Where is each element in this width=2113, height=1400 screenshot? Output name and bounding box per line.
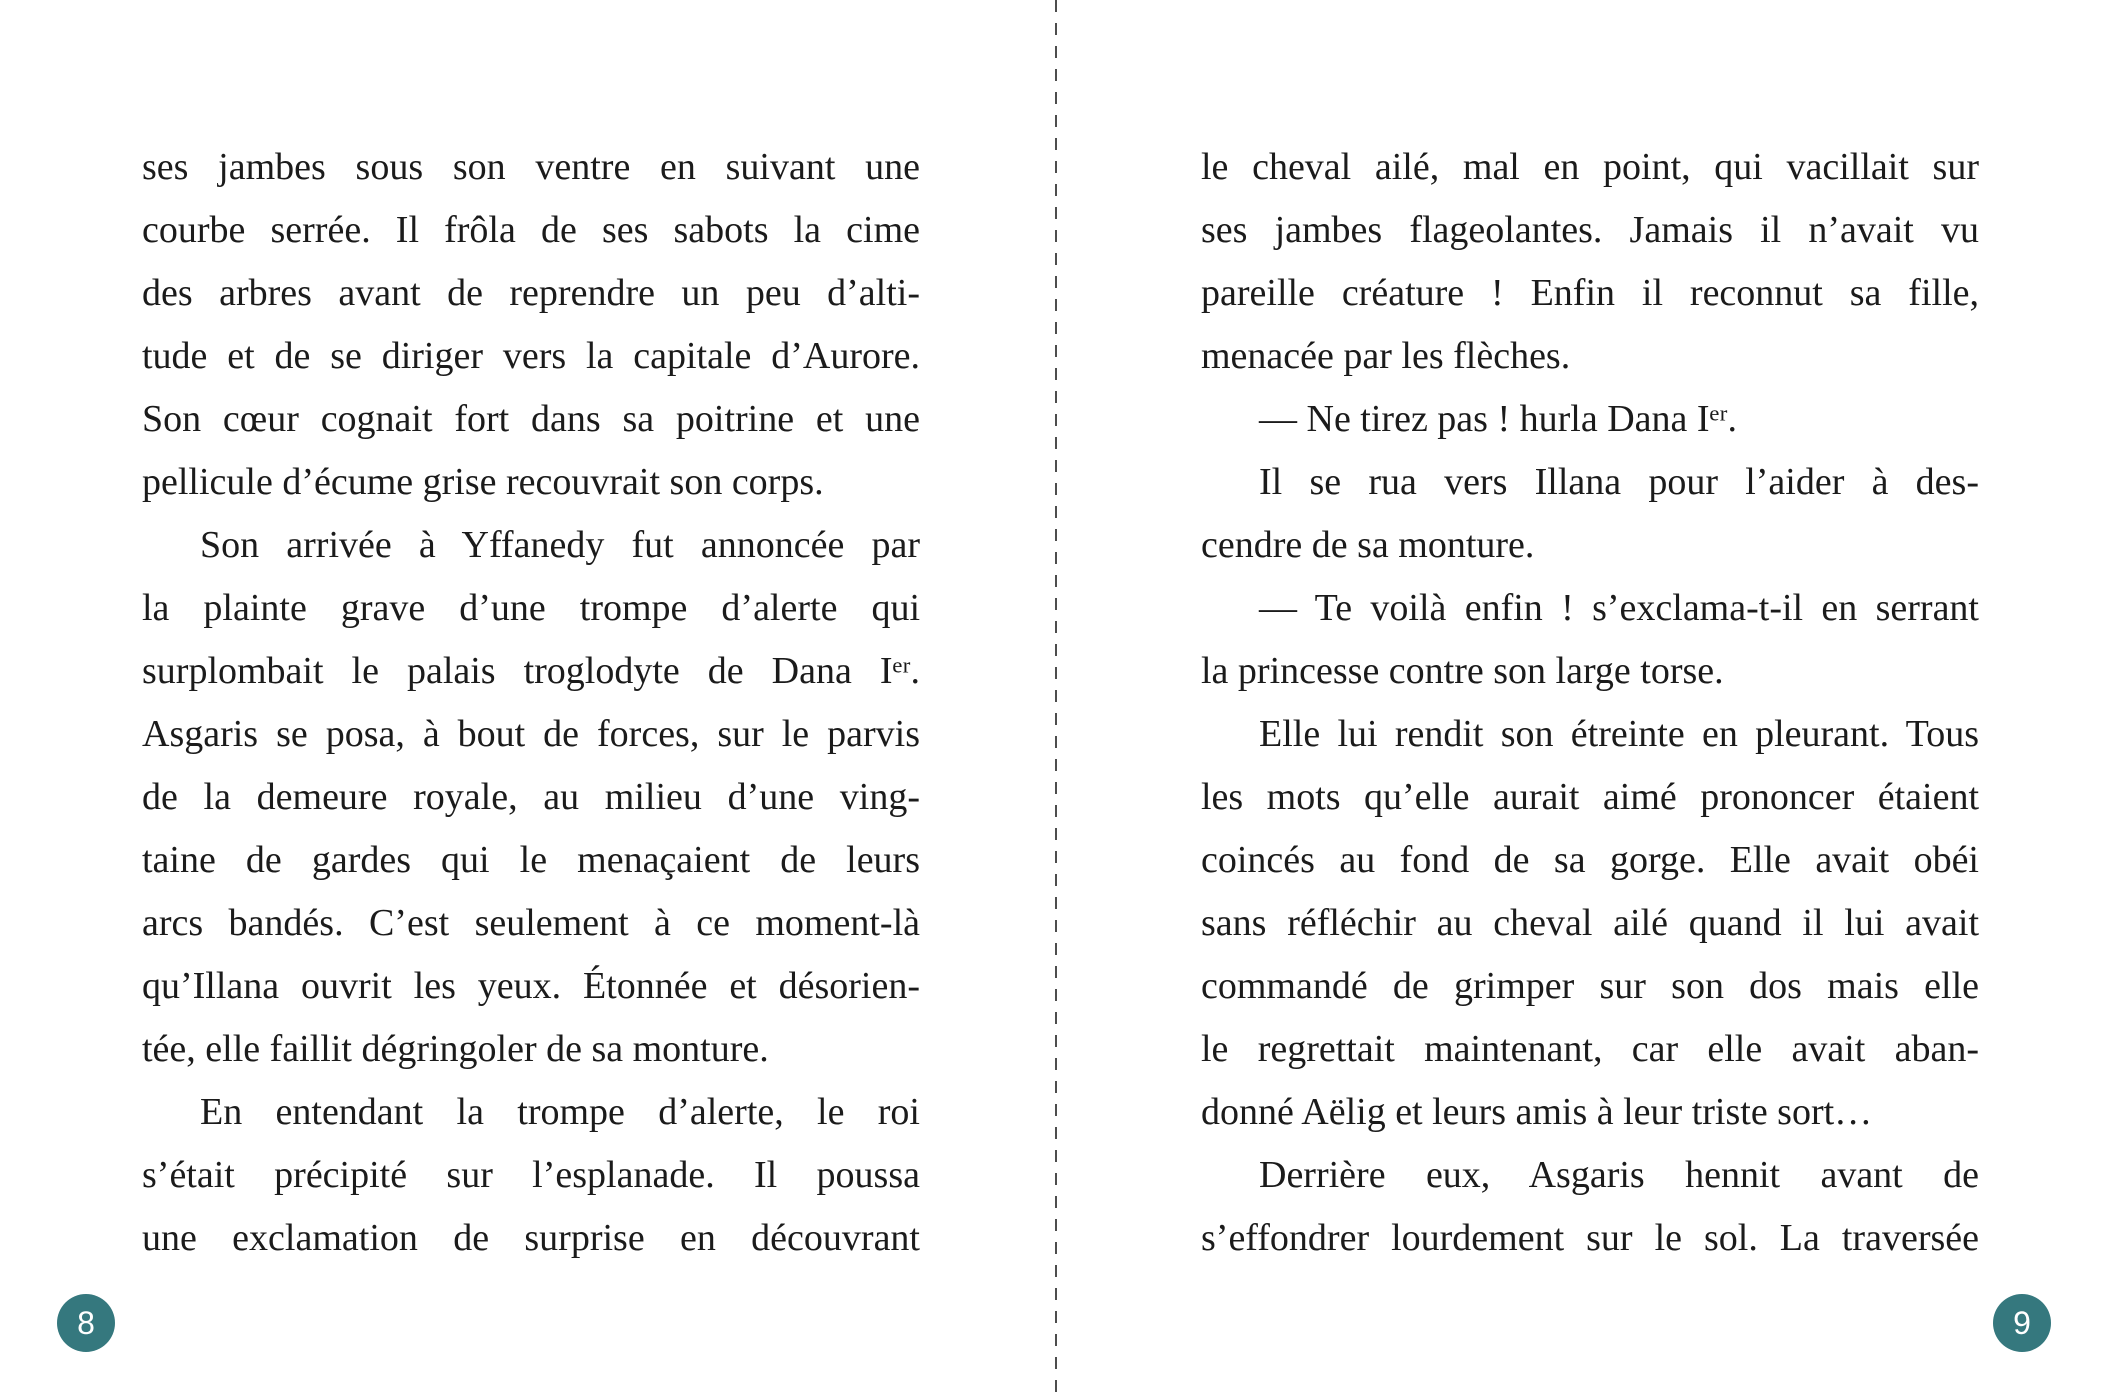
text-line: pellicule d’écume grise recouvrait son corps. <box>142 461 824 503</box>
text-line: surplombait le palais troglodyte de Dana Iᵉʳ. <box>142 650 920 692</box>
page-right-text-block <box>1201 136 1979 1270</box>
text-line: donné Aëlig et leurs amis à leur triste sort… <box>1201 1091 1873 1133</box>
text-line: Asgaris se posa, à bout de forces, sur le parvis <box>142 713 920 755</box>
page-number-badge-right <box>1993 1294 2051 1352</box>
text-line: — Te voilà enfin ! s’exclama-t-il en serrant <box>1259 587 1979 629</box>
text-line: pareille créature ! Enfin il reconnut sa fille, <box>1201 272 1979 314</box>
page-number-badge-left <box>57 1294 115 1352</box>
page-number-left: 8 <box>77 1304 95 1341</box>
text-line: Son cœur cognait fort dans sa poitrine et une <box>142 398 920 440</box>
text-line: la plainte grave d’une trompe d’alerte qui <box>142 587 920 629</box>
text-line: menacée par les flèches. <box>1201 335 1571 377</box>
text-line: sans réfléchir au cheval ailé quand il lui avait <box>1201 902 1979 944</box>
text-line: ses jambes sous son ventre en suivant une <box>142 146 920 188</box>
text-line: les mots qu’elle aurait aimé prononcer étaient <box>1201 776 1979 818</box>
text-line: qu’Illana ouvrit les yeux. Étonnée et désorien- <box>142 965 920 1007</box>
text-line: la princesse contre son large torse. <box>1201 650 1724 692</box>
text-line: ses jambes flageolantes. Jamais il n’avait vu <box>1201 209 1979 251</box>
text-line: cendre de sa monture. <box>1201 524 1535 566</box>
text-line: commandé de grimper sur son dos mais elle <box>1201 965 1979 1007</box>
text-line: coincés au fond de sa gorge. Elle avait obéi <box>1201 839 1979 881</box>
text-line: Son arrivée à Yffanedy fut annoncée par <box>200 524 920 566</box>
text-line: Il se rua vers Illana pour l’aider à des- <box>1259 461 1979 503</box>
text-line: tude et de se diriger vers la capitale d’Aurore. <box>142 335 920 377</box>
text-line: s’était précipité sur l’esplanade. Il poussa <box>142 1154 920 1196</box>
text-line: taine de gardes qui le menaçaient de leurs <box>142 839 920 881</box>
page-left-text-block <box>142 136 920 1270</box>
page-right <box>1057 0 2113 1400</box>
text-line: le regrettait maintenant, car elle avait aban- <box>1201 1028 1979 1070</box>
text-line: arcs bandés. C’est seulement à ce moment-là <box>142 902 920 944</box>
text-line: — Ne tirez pas ! hurla Dana Iᵉʳ. <box>1259 398 1738 440</box>
page-number-right: 9 <box>2013 1304 2031 1341</box>
text-line: Derrière eux, Asgaris hennit avant de <box>1259 1154 1979 1196</box>
text-line: des arbres avant de reprendre un peu d’alti- <box>142 272 920 314</box>
text-line: Elle lui rendit son étreinte en pleurant. Tous <box>1259 713 1979 755</box>
page-left <box>0 0 1056 1400</box>
text-line: courbe serrée. Il frôla de ses sabots la cime <box>142 209 920 251</box>
text-line: de la demeure royale, au milieu d’une ving- <box>142 776 920 818</box>
text-line: tée, elle faillit dégringoler de sa monture. <box>142 1028 769 1070</box>
text-line: s’effondrer lourdement sur le sol. La traversée <box>1201 1217 1979 1259</box>
text-line: une exclamation de surprise en découvrant <box>142 1217 920 1259</box>
text-line: En entendant la trompe d’alerte, le roi <box>200 1091 920 1133</box>
text-line: le cheval ailé, mal en point, qui vacillait sur <box>1201 146 1979 188</box>
